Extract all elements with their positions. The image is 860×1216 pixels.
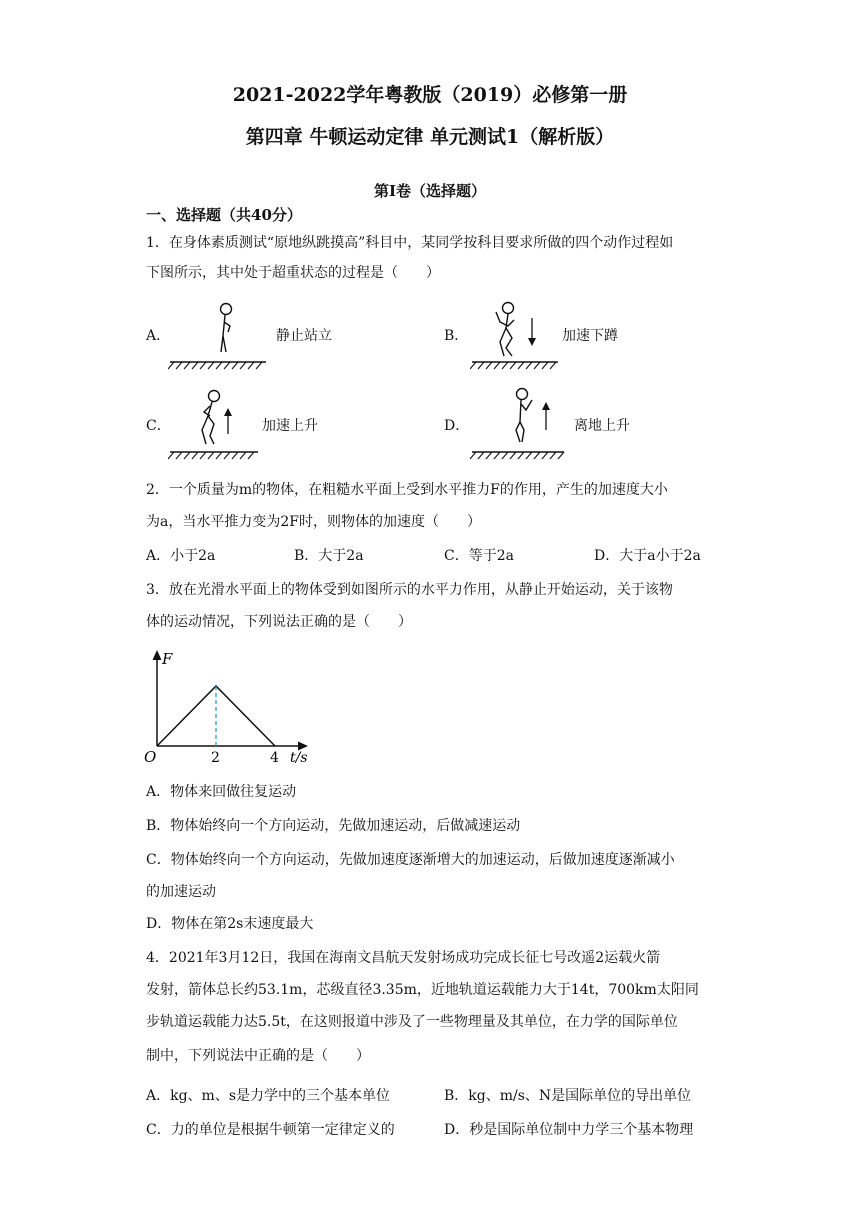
q4-stem-line3: 步轨道运载能力达5.5t，在这则报道中涉及了一些物理量及其单位，在力学的国际单位 [146, 1014, 678, 1030]
rising-figure [168, 386, 260, 462]
q4-option-a: A．kg、m、s是力学中的三个基本单位 [146, 1088, 391, 1104]
q3-option-c-cont: 的加速运动 [146, 884, 216, 900]
q4-stem-line2: 发射，箭体总长约53.1m，芯级直径3.35m，近地轨道运载能力大于14t，700km太阳同 [146, 982, 699, 998]
q4-option-b: B．kg、m/s、N是国际单位的导出单位 [444, 1088, 692, 1104]
section-heading: 一、选择题（共40分） [146, 206, 302, 224]
x-tick-4: 4 [270, 750, 279, 766]
q3-option-d: D．物体在第2s末速度最大 [146, 916, 314, 932]
q4-stem-line4: 制中，下列说法中正确的是（ ） [146, 1048, 370, 1064]
q2-option-c: C．等于2a [444, 548, 514, 564]
y-axis-arrow [153, 650, 162, 660]
q3-option-b: B．物体始终向一个方向运动，先做加速运动，后做减速运动 [146, 818, 521, 834]
q1-option-d-caption: 离地上升 [574, 418, 630, 434]
document-title-line1: 2021-2022学年粤教版（2019）必修第一册 [232, 84, 628, 106]
q4-option-c: C．力的单位是根据牛顿第一定律定义的 [146, 1122, 395, 1138]
q4-option-d: D．秒是国际单位制中力学三个基本物理 [444, 1122, 694, 1138]
q3-stem-line2: 体的运动情况，下列说法正确的是（ ） [146, 614, 412, 630]
q3-stem-line1: 3．放在光滑水平面上的物体受到如图所示的水平力作用，从静止开始运动，关于该物 [146, 582, 673, 598]
q1-option-b-letter: B． [444, 328, 469, 344]
q3-option-c: C．物体始终向一个方向运动，先做加速度逐渐增大的加速运动，后做加速度逐渐减小 [146, 852, 675, 868]
q1-stem-line2: 下图所示，其中处于超重状态的过程是（ ） [146, 265, 440, 281]
q2-option-b: B．大于2a [294, 548, 364, 564]
q1-option-a-caption: 静止站立 [276, 328, 332, 344]
q2-stem-line1: 2．一个质量为m的物体，在粗糙水平面上受到水平推力F的作用，产生的加速度大小 [146, 482, 668, 498]
q1-option-c-letter: C． [146, 418, 171, 434]
q1-stem-line1: 1．在身体素质测试“原地纵跳摸高”科目中，某同学按科目要求所做的四个动作过程如 [146, 235, 674, 251]
q1-option-d-letter: D． [444, 418, 470, 434]
document-title-line2: 第四章 牛顿运动定律 单元测试1（解析版） [245, 126, 615, 148]
q2-stem-line2: 为a，当水平推力变为2F时，则物体的加速度（ ） [146, 514, 481, 530]
q1-option-c-caption: 加速上升 [262, 418, 318, 434]
origin-label: O [144, 748, 157, 766]
x-tick-2: 2 [211, 750, 220, 766]
q1-option-b-caption: 加速下蹲 [562, 328, 618, 344]
volume-label: 第I卷（选择题） [373, 182, 487, 200]
q2-option-d: D．大于a小于2a [594, 548, 701, 564]
standing-figure [168, 300, 268, 372]
x-axis-label: t/s [290, 750, 308, 766]
q1-option-a-letter: A． [146, 328, 171, 344]
y-axis-label: F [162, 650, 173, 668]
q3-option-a: A．物体来回做往复运动 [146, 784, 297, 800]
q4-stem-line1: 4．2021年3月12日，我国在海南文昌航天发射场成功完成长征七号改遥2运载火箭 [146, 950, 661, 966]
squatting-figure [470, 298, 560, 372]
force-time-graph [140, 644, 320, 770]
jumping-figure [470, 384, 566, 464]
q2-option-a: A．小于2a [146, 548, 216, 564]
